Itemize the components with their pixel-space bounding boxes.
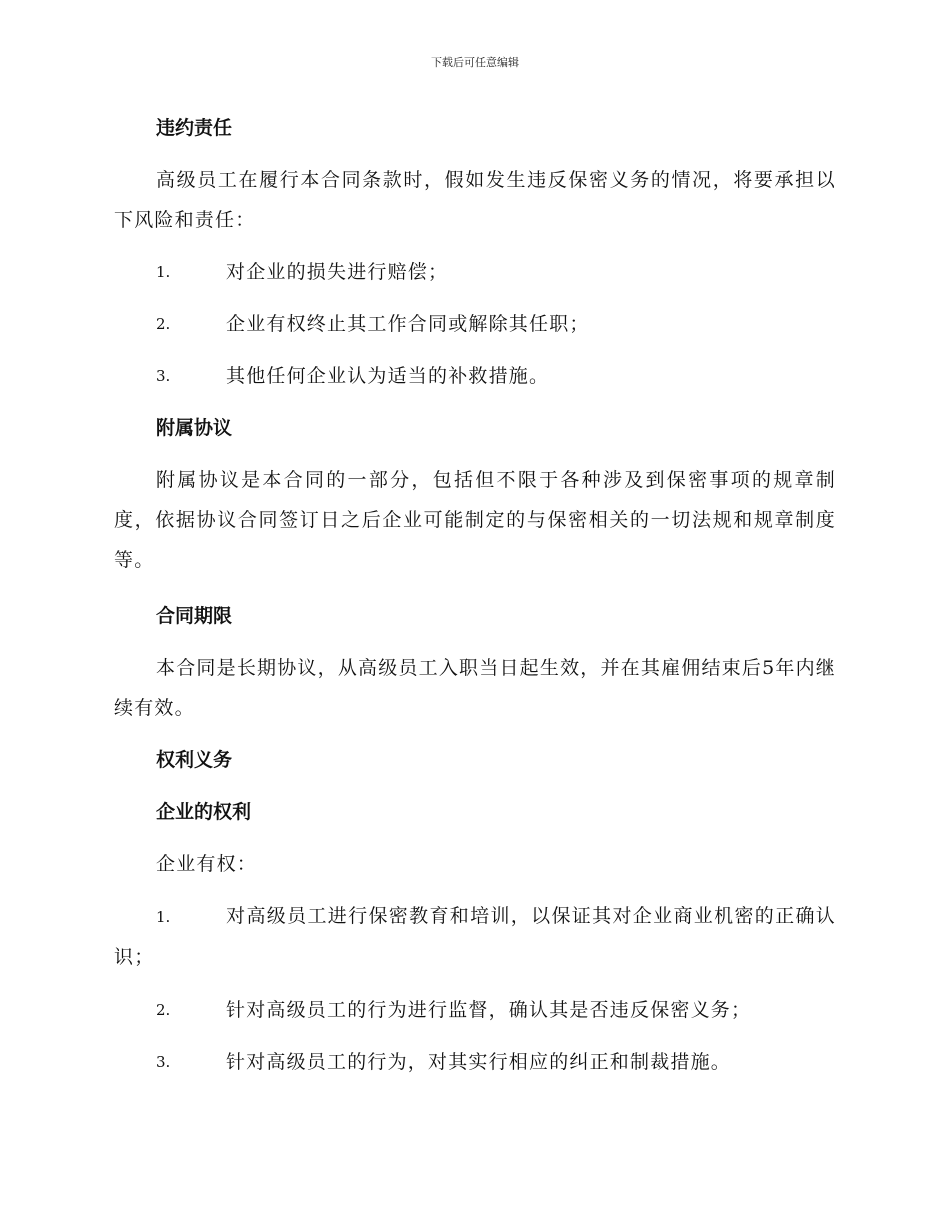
- section-heading-rights: 权利义务: [156, 749, 233, 771]
- sub-heading-company-rights: 企业的权利: [156, 801, 252, 823]
- section-heading-appendix: 附属协议: [156, 417, 233, 439]
- list-item: [114, 356, 836, 396]
- rights-intro-paragraph: 企业有权：: [156, 853, 258, 875]
- section-heading-breach: 违约责任: [156, 117, 233, 139]
- list-item-number: 3.: [156, 1053, 171, 1071]
- list-item-number: 1.: [156, 908, 171, 926]
- list-item-number: 2.: [156, 315, 171, 333]
- list-item-text: 其他任何企业认为适当的补救措施。: [226, 365, 550, 387]
- appendix-body-paragraph: 附属协议是本合同的一部分，包括但不限于各种涉及到保密事项的规章制度，依据协议合同签订日之后企业可能制定的与保密相关的一切法规和规章制度等。: [114, 469, 836, 571]
- list-item-text: 针对高级员工的行为进行监督，确认其是否违反保密义务；: [226, 999, 752, 1021]
- list-item-text: 企业有权终止其工作合同或解除其任职；: [226, 313, 590, 335]
- list-item: [114, 1042, 836, 1082]
- list-item: [114, 896, 836, 977]
- list-item-text: 对高级员工进行保密教育和培训，以保证其对企业商业机密的正确认识；: [114, 905, 836, 968]
- section-heading-term: 合同期限: [156, 605, 233, 627]
- list-item-text: 针对高级员工的行为，对其实行相应的纠正和制裁措施。: [226, 1051, 732, 1073]
- list-item-number: 3.: [156, 367, 171, 385]
- list-item-text: 对企业的损失进行赔偿；: [226, 261, 449, 283]
- term-body-paragraph: 本合同是长期协议，从高级员工入职当日起生效，并在其雇佣结束后5年内继续有效。: [114, 657, 836, 719]
- breach-intro-paragraph: 高级员工在履行本合同条款时，假如发生违反保密义务的情况，将要承担以下风险和责任：: [114, 169, 836, 231]
- list-item: [114, 990, 836, 1030]
- list-item-number: 1.: [156, 263, 171, 281]
- list-item-number: 2.: [156, 1001, 171, 1019]
- list-item: [114, 304, 836, 344]
- page-header-note: 下载后可任意编辑: [431, 56, 519, 69]
- list-item: [114, 252, 836, 292]
